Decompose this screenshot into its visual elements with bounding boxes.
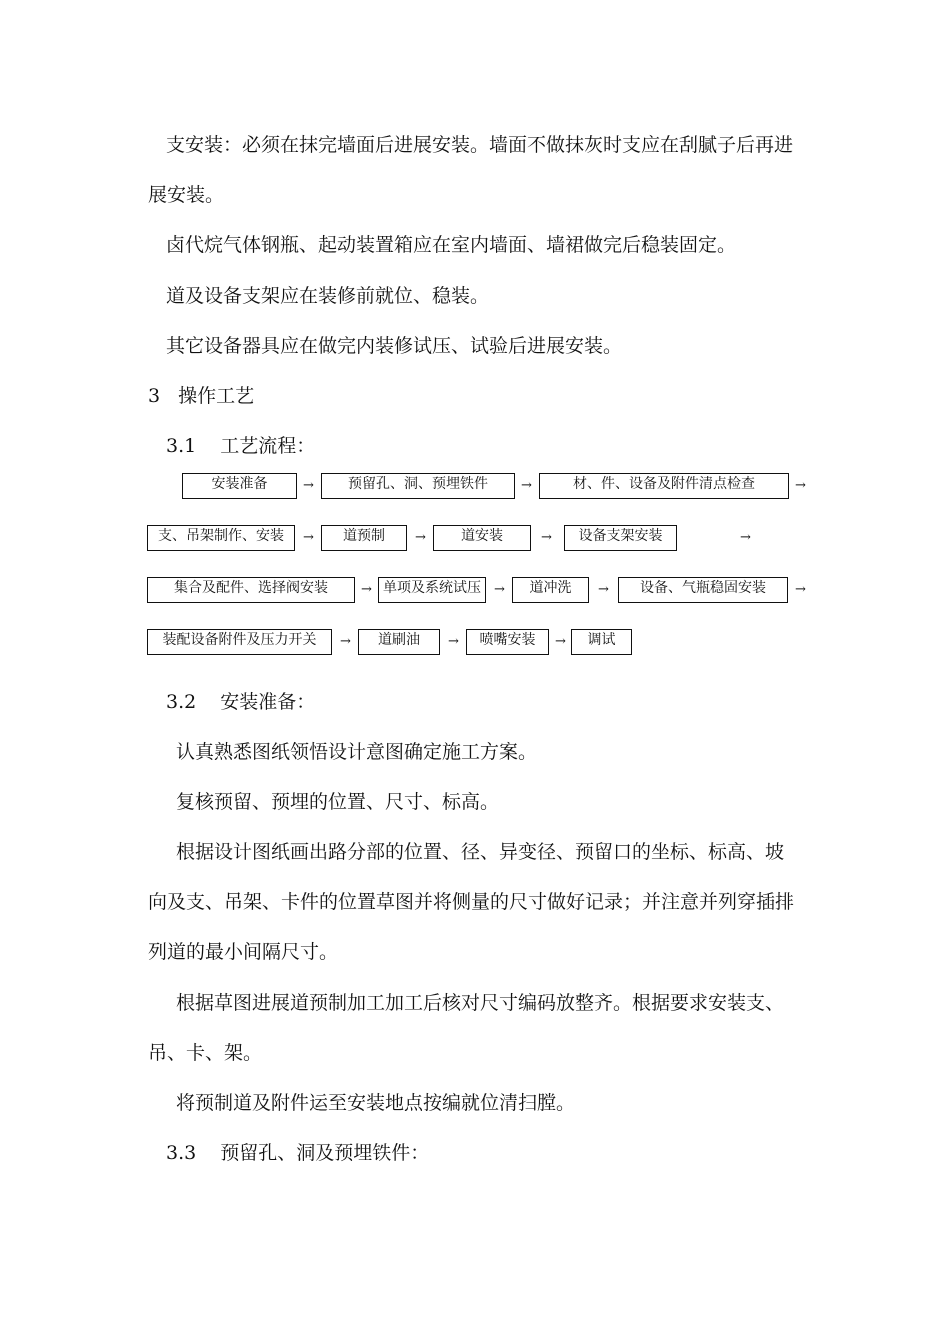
- flow-arrow: →: [555, 634, 566, 649]
- flow-arrow: →: [448, 634, 459, 649]
- flow-step-box: 安装准备: [182, 473, 297, 499]
- flow-step-box: 设备支架安装: [564, 525, 677, 551]
- paragraph-line: 根据设计图纸画出路分部的位置、径、异变径、预留口的坐标、标高、坡: [176, 841, 785, 863]
- section-title: 安装准备：: [220, 691, 316, 713]
- flow-step-box: 设备、气瓶稳固安装: [618, 577, 788, 603]
- flow-step-box: 喷嘴安装: [466, 629, 549, 655]
- paragraph-line: 将预制道及附件运至安装地点按编就位清扫膛。: [176, 1092, 576, 1114]
- flow-step-box: 道冲洗: [512, 577, 589, 603]
- section-number: 3: [148, 385, 161, 407]
- flow-arrow: →: [303, 478, 314, 493]
- section-3-heading: [148, 384, 254, 408]
- paragraph-line: 认真熟悉图纸领悟设计意图确定施工方案。: [176, 741, 538, 763]
- flow-step-box: 集合及配件、选择阀安装: [147, 577, 355, 603]
- paragraph-line: 道及设备支架应在装修前就位、稳装。: [166, 285, 490, 307]
- paragraph-line: 根据草图进展道预制加工加工后核对尺寸编码放整齐。根据要求安装支、: [176, 992, 785, 1014]
- section-number: 3.2: [166, 691, 197, 713]
- section-title: 操作工艺: [178, 385, 255, 407]
- flow-arrow: →: [415, 530, 426, 545]
- paragraph-line: 展安装。: [148, 184, 225, 206]
- flow-step-box: 材、件、设备及附件清点检查: [539, 473, 789, 499]
- flow-arrow: →: [541, 530, 552, 545]
- section-number: 3.1: [166, 435, 197, 457]
- paragraph-line: 支安装：必须在抹完墙面后进展安装。墙面不做抹灰时支应在刮腻子后再进: [166, 134, 794, 156]
- flow-arrow: →: [494, 582, 505, 597]
- flow-arrow: →: [303, 530, 314, 545]
- flow-step-box: 装配设备附件及压力开关: [147, 629, 332, 655]
- section-number: 3.3: [166, 1142, 197, 1164]
- flow-arrow: →: [361, 582, 372, 597]
- flow-step-box: 道预制: [321, 525, 407, 551]
- paragraph-line: 其它设备器具应在做完内装修试压、试验后进展安装。: [166, 335, 623, 357]
- paragraph-line: 向及支、吊架、卡件的位置草图并将侧量的尺寸做好记录；并注意并列穿插排: [148, 891, 795, 913]
- flow-arrow: →: [740, 530, 751, 545]
- flow-arrow: →: [795, 478, 806, 493]
- section-title: 预留孔、洞及预埋铁件：: [220, 1142, 430, 1164]
- section-3-1-heading: [166, 434, 315, 458]
- section-title: 工艺流程：: [220, 435, 316, 457]
- paragraph-line: 列道的最小间隔尺寸。: [148, 941, 339, 963]
- flow-arrow: →: [340, 634, 351, 649]
- flow-arrow: →: [521, 478, 532, 493]
- flow-step-box: 道安装: [433, 525, 531, 551]
- paragraph-line: 吊、卡、架。: [148, 1042, 263, 1064]
- flow-step-box: 支、吊架制作、安装: [147, 525, 295, 551]
- section-3-3-heading: [166, 1141, 429, 1165]
- flow-arrow: →: [795, 582, 806, 597]
- flow-step-box: 预留孔、洞、预埋铁件: [321, 473, 515, 499]
- paragraph-line: 卤代烷气体钢瓶、起动装置箱应在室内墙面、墙裙做完后稳装固定。: [166, 234, 737, 256]
- flow-step-box: 单项及系统试压: [378, 577, 486, 603]
- flow-arrow: →: [598, 582, 609, 597]
- section-3-2-heading: [166, 690, 315, 714]
- flow-step-box: 调试: [571, 629, 632, 655]
- paragraph-line: 复核预留、预埋的位置、尺寸、标高。: [176, 791, 500, 813]
- flow-step-box: 道刷油: [358, 629, 440, 655]
